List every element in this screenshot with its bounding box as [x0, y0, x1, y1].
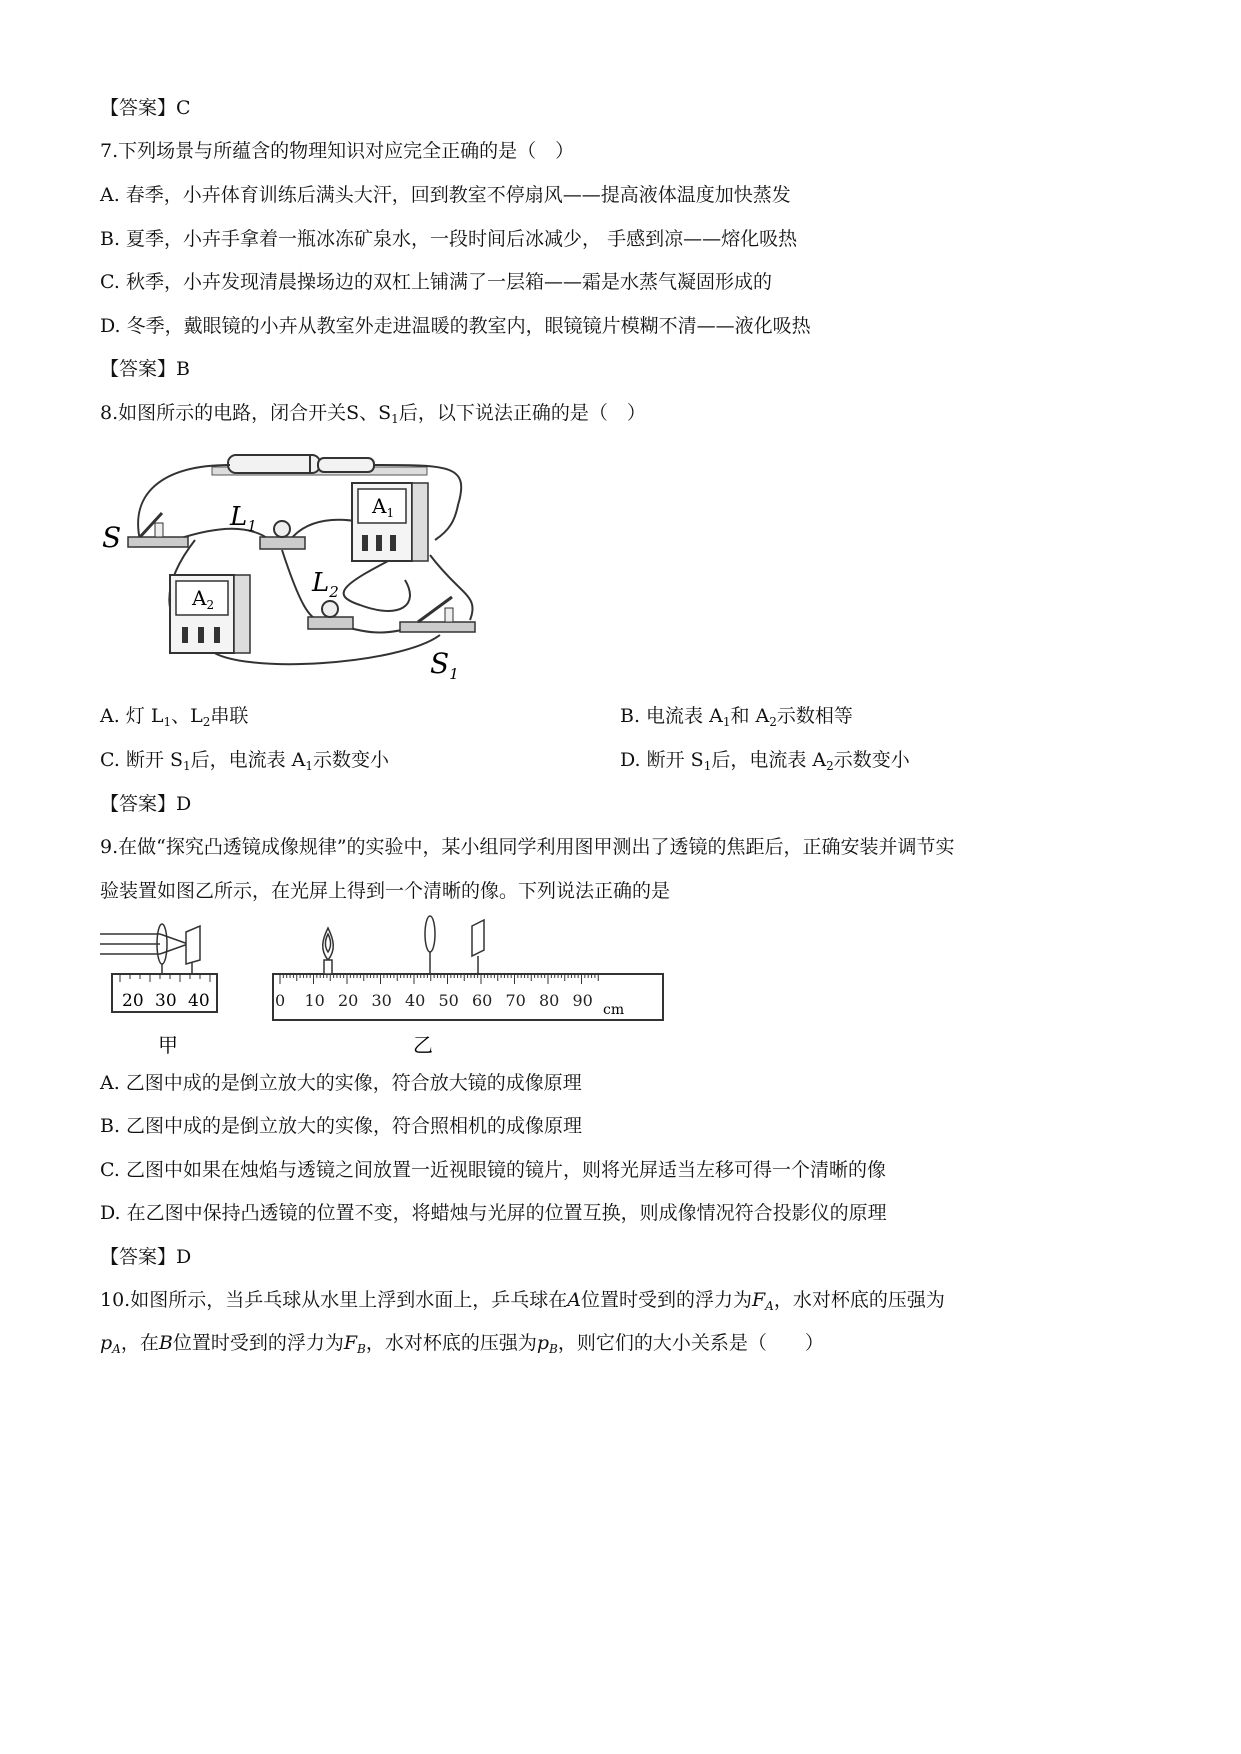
q9-option-d: D. 在乙图中保持凸透镜的位置不变，将蜡烛与光屏的位置互换，则成像情况符合投影仪的原理	[100, 1202, 887, 1224]
q7-stem: 7.下列场景与所蕴含的物理知识对应完全正确的是（ ）	[100, 140, 575, 162]
q8-option-b: B. 电流表 $A_1$和 $A_2$示数相等	[620, 705, 853, 729]
label-l1: $L_1$	[230, 502, 257, 535]
switch-s-icon	[128, 513, 188, 547]
yi-label: 乙	[413, 1033, 433, 1057]
q10-stem-line2: $p_A$，在B位置时受到的浮力为$F_B$，水对杯底的压强为$p_B$，则它们的大小关系是（ ）	[100, 1332, 824, 1356]
answer-q7: 【答案】B	[100, 358, 190, 380]
switch-s1-icon	[400, 597, 475, 632]
label-l2: $L_2$	[312, 568, 339, 601]
q9-option-c: C. 乙图中如果在烛焰与透镜之间放置一近视眼镜的镜片，则将光屏适当左移可得一个清晰的像	[100, 1159, 886, 1181]
yi-tick-label: 60	[472, 991, 493, 1010]
yi-tick-label: 50	[438, 991, 459, 1010]
answer-q6: 【答案】C	[100, 97, 191, 119]
q9-option-a: A. 乙图中成的是倒立放大的实像，符合放大镜的成像原理	[100, 1072, 582, 1094]
q8-option-c: C. 断开 $S_1$后，电流表 $A_1$示数变小	[100, 749, 390, 773]
yi-tick-label: 90	[572, 991, 593, 1010]
candle-icon	[323, 928, 334, 974]
q9-stem-line1: 9.在做“探究凸透镜成像规律”的实验中，某小组同学利用图甲测出了透镜的焦距后，正确安装并调节实	[100, 836, 955, 858]
jia-tick-30: 30	[155, 991, 177, 1011]
q8-option-a: A. 灯 $L_1$、$L_2$串联	[100, 705, 249, 729]
yi-tick-label: 10	[304, 991, 325, 1010]
answer-q8: 【答案】D	[100, 793, 192, 815]
circuit-figure	[100, 445, 500, 685]
q7-option-a: A. 春季，小卉体育训练后满头大汗，回到教室不停扇风——提高液体温度加快蒸发	[100, 184, 791, 206]
lens-figure-yi	[268, 912, 668, 1062]
ammeter-a1-icon	[352, 483, 428, 561]
q9-option-b: B. 乙图中成的是倒立放大的实像，符合照相机的成像原理	[100, 1115, 583, 1137]
yi-tick-label: 20	[338, 991, 359, 1010]
q7-option-d: D. 冬季，戴眼镜的小卉从教室外走进温暖的教室内，眼镜镜片模糊不清——液化吸热	[100, 315, 811, 337]
convex-lens-icon	[425, 916, 435, 974]
q7-option-c: C. 秋季，小卉发现清晨操场边的双杠上铺满了一层箱——霜是水蒸气凝固形成的	[100, 271, 772, 293]
yi-tick-label: 40	[405, 991, 426, 1010]
jia-tick-20: 20	[122, 991, 144, 1011]
q8-stem: 8.如图所示的电路，闭合开关S、$S_1$后，以下说法正确的是（ ）	[100, 402, 646, 426]
label-a1: $A_1$	[372, 494, 395, 520]
jia-label: 甲	[158, 1033, 178, 1057]
lamp-l2-icon	[308, 601, 353, 629]
lens-figure-jia	[100, 912, 230, 1062]
q9-stem-line2: 验装置如图乙所示，在光屏上得到一个清晰的像。下列说法正确的是	[100, 880, 671, 902]
ammeter-a2-icon	[170, 575, 250, 653]
yi-tick-label: 80	[539, 991, 560, 1010]
label-s1: $S_1$	[430, 647, 459, 683]
yi-tick-label: 70	[505, 991, 526, 1010]
label-s: S	[102, 521, 122, 554]
q10-stem-line1: 10.如图所示，当乒乓球从水里上浮到水面上，乒乓球在A位置时受到的浮力为$F_A$，水对杯底的压强为	[100, 1289, 945, 1313]
jia-tick-40: 40	[188, 991, 210, 1011]
light-screen-icon	[472, 920, 484, 974]
yi-unit: cm	[603, 1002, 625, 1018]
q7-option-b: B. 夏季，小卉手拿着一瓶冰冻矿泉水，一段时间后冰减少， 手感到凉——熔化吸热	[100, 228, 798, 250]
answer-q9: 【答案】D	[100, 1246, 192, 1268]
yi-tick-label: 30	[371, 991, 392, 1010]
q8-option-d: D. 断开 $S_1$后，电流表 $A_2$示数变小	[620, 749, 910, 773]
label-a2: $A_2$	[192, 586, 215, 612]
yi-tick-label: 0	[275, 991, 286, 1010]
lamp-l1-icon	[260, 521, 305, 549]
